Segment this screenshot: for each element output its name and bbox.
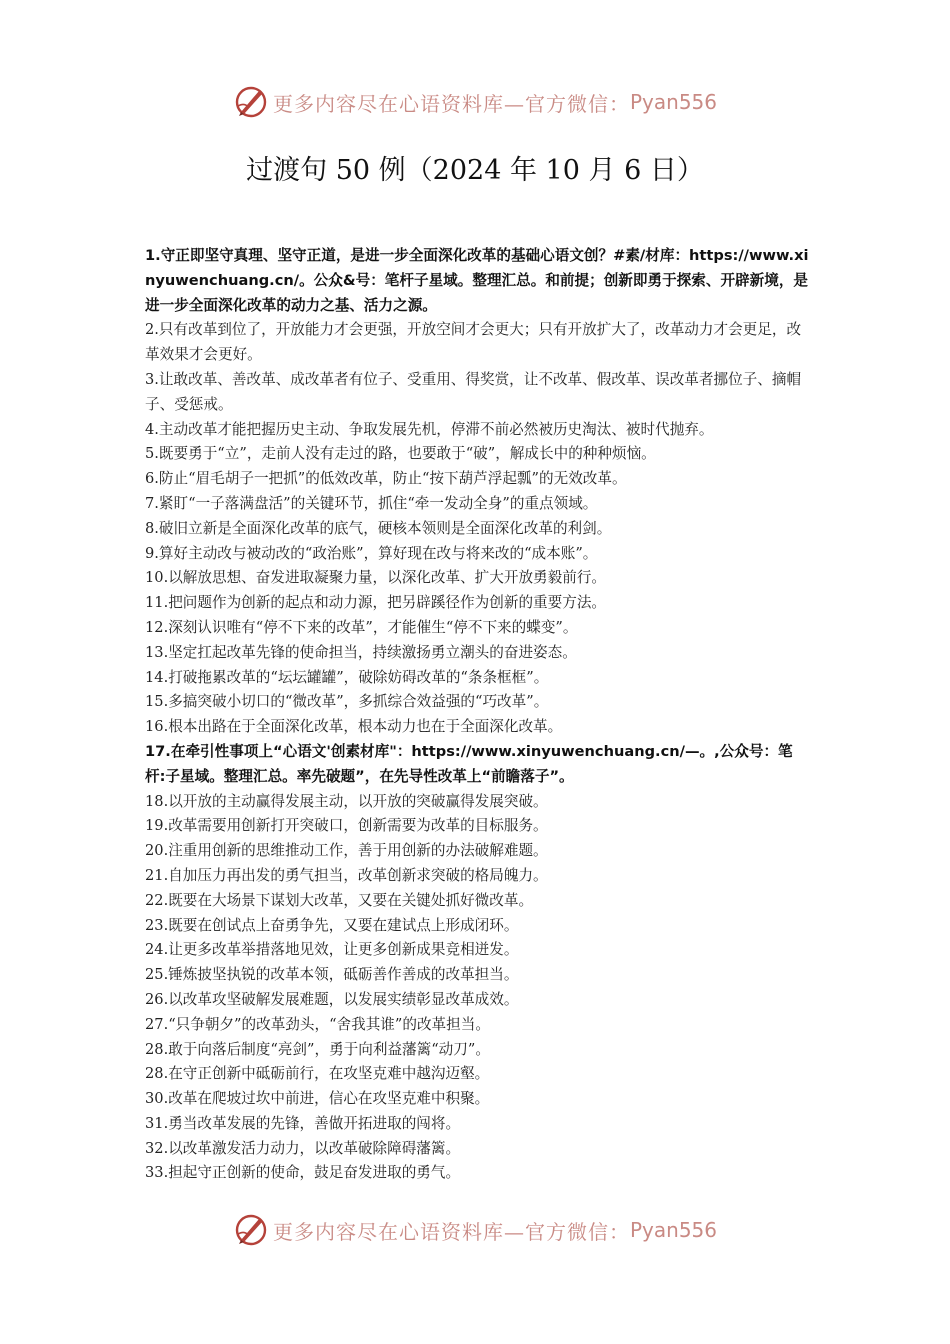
sentence-item: 2.只有改革到位了，开放能力才会更强，开放空间才会更大；只有开放扩大了，改革动力才会更足，改革效果才会更好。	[145, 321, 802, 364]
banner-text: 更多内容尽在心语资料库—官方微信：	[272, 91, 630, 116]
sentence-list	[145, 244, 810, 1186]
sentence-item: 32.以改革激发活力动力，以改革破除障碍藩篱。	[145, 1139, 461, 1157]
sentence-item: 9.算好主动改与被动改的“政治账”，算好现在改与将来改的“成本账”。	[145, 544, 598, 562]
banner-wechat-id: Pyan556	[629, 90, 717, 114]
pen-logo-icon	[233, 1212, 269, 1248]
sentence-item: 5.既要勇于“立”，走前人没有走过的路，也要敢于“破”，解成长中的种种烦恼。	[145, 445, 656, 463]
sentence-item: 3.让敢改革、善改革、成改革者有位子、受重用、得奖赏，让不改革、假改革、误改革者挪位子、摘帽子、受惩戒。	[145, 370, 802, 413]
header-banner	[0, 82, 950, 122]
sentence-item: 26.以改革攻坚破解发展难题，以发展实绩彰显改革成效。	[145, 990, 519, 1008]
sentence-item: 33.担起守正创新的使命，鼓足奋发进取的勇气。	[145, 1164, 461, 1182]
sentence-item: 27.“只争朝夕”的改革劲头，“舍我其谁”的改革担当。	[145, 1015, 490, 1033]
sentence-item: 11.把问题作为创新的起点和动力源，把另辟蹊径作为创新的重要方法。	[145, 594, 607, 612]
page-title: 过渡句 50 例（2024 年 10 月 6 日）	[246, 155, 704, 186]
sentence-item: 18.以开放的主动赢得发展主动，以开放的突破赢得发展突破。	[145, 792, 548, 810]
sentence-item: 17.在牵引性事项上“心语文'创素材库"：https://www.xinyuwenchuang.cn/—。,公众号：笔杆:子星域。整理汇总。率先破题”，在先导性改革上“前瞻落子”。	[145, 742, 793, 785]
sentence-item: 10.以解放思想、奋发进取凝聚力量，以深化改革、扩大开放勇毅前行。	[145, 569, 607, 587]
sentence-item: 14.打破拖累改革的“坛坛罐罐”，破除妨碍改革的“条条框框”。	[145, 668, 549, 686]
sentence-item: 30.改革在爬坡过坎中前进，信心在攻坚克难中积聚。	[145, 1090, 490, 1108]
sentence-item: 15.多搞突破小切口的“微改革”，多抓综合效益强的“巧改革”。	[145, 693, 549, 711]
sentence-item: 24.让更多改革举措落地见效，让更多创新成果竞相迸发。	[145, 941, 519, 959]
sentence-item: 28.在守正创新中砥砺前行，在攻坚克难中越沟迈壑。	[145, 1065, 490, 1083]
footer-banner	[0, 1210, 950, 1250]
sentence-item: 20.注重用创新的思维推动工作，善于用创新的办法破解难题。	[145, 842, 548, 860]
sentence-item: 7.紧盯“一子落满盘活”的关键环节，抓住“牵一发动全身”的重点领域。	[145, 494, 598, 512]
sentence-item: 23.既要在创试点上奋勇争先，又要在建试点上形成闭环。	[145, 916, 519, 934]
sentence-item: 28.敢于向落后制度“亮剑”，勇于向利益藩篱“动刀”。	[145, 1040, 490, 1058]
sentence-item: 1.守正即坚守真理、坚守正道，是进一步全面深化改革的基础心语文创？#素/材库：https://www.xinyuwenchuang.cn/。公众&号：笔杆子星域。整理汇总。和前提；创新即勇于探索、开辟新境，是进一步全面深化改革的动力之基、活力之源。	[145, 247, 809, 314]
sentence-item: 21.自加压力再出发的勇气担当，改革创新求突破的格局魄力。	[145, 866, 548, 884]
sentence-item: 4.主动改革才能把握历史主动、争取发展先机，停滞不前必然被历史淘汰、被时代抛弃。	[145, 420, 714, 438]
sentence-item: 8.破旧立新是全面深化改革的底气，硬核本领则是全面深化改革的利剑。	[145, 519, 612, 537]
sentence-item: 22.既要在大场景下谋划大改革，又要在关键处抓好微改革。	[145, 891, 534, 909]
sentence-item: 12.深刻认识唯有“停不下来的改革”，才能催生“停不下来的蝶变”。	[145, 618, 578, 636]
sentence-item: 6.防止“眉毛胡子一把抓”的低效改革，防止“按下葫芦浮起瓢”的无效改革。	[145, 470, 627, 488]
sentence-item: 19.改革需要用创新打开突破口，创新需要为改革的目标服务。	[145, 817, 548, 835]
sentence-item: 16.根本出路在于全面深化改革，根本动力也在于全面深化改革。	[145, 718, 563, 736]
banner-wechat-id: Pyan556	[629, 1218, 717, 1242]
banner-text: 更多内容尽在心语资料库—官方微信：	[272, 1219, 630, 1244]
sentence-item: 25.锤炼披坚执锐的改革本领，砥砺善作善成的改革担当。	[145, 966, 519, 984]
sentence-item: 13.坚定扛起改革先锋的使命担当，持续激扬勇立潮头的奋进姿态。	[145, 643, 577, 661]
sentence-item: 31.勇当改革发展的先锋，善做开拓进取的闯将。	[145, 1114, 461, 1132]
pen-logo-icon	[233, 84, 269, 120]
